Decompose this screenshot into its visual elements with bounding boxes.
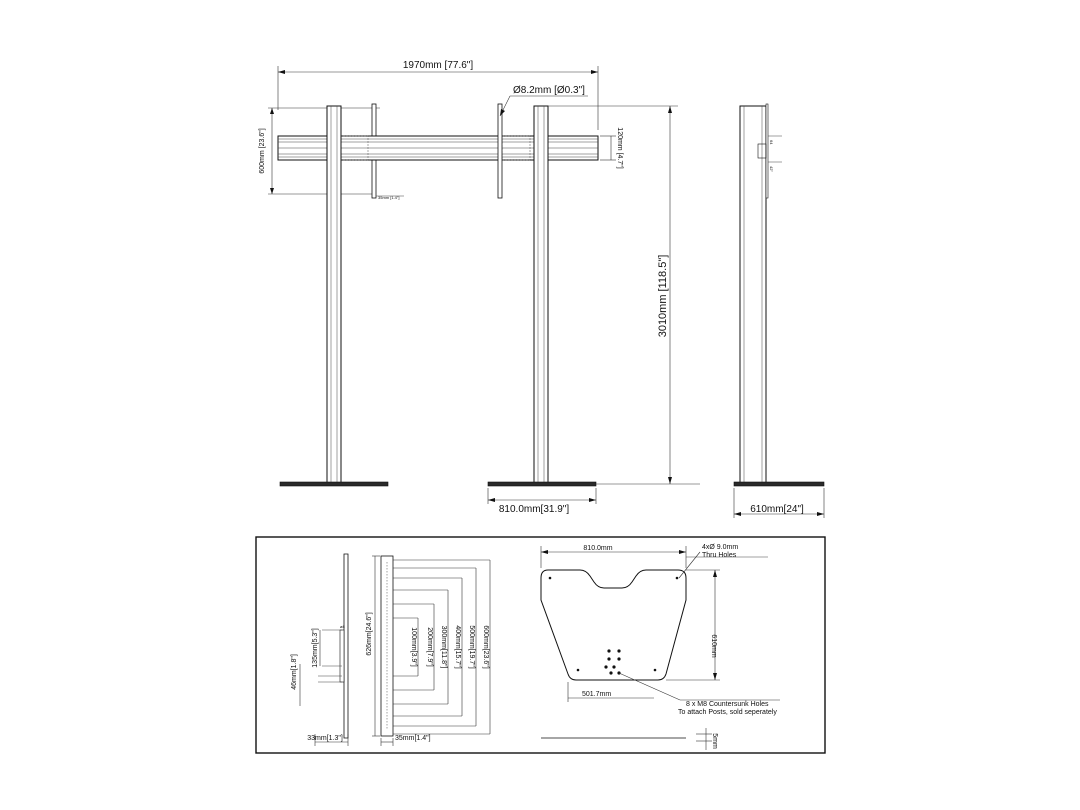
bracket-offset-label: 46mm[1.8"] [291, 654, 298, 690]
rail-width-label: 35mm[1.4"] [395, 735, 431, 742]
rail-length-label: 626mm[24.6"] [366, 612, 373, 656]
thru-holes-label-1: 4xØ 9.0mm [702, 544, 739, 551]
base-plate-outline [541, 570, 686, 680]
bracket-depth-label: 33mm[1.3"] [307, 735, 343, 742]
vesa-300-label: 300mm[11.8"] [440, 625, 447, 669]
thru-hole [577, 669, 580, 672]
side-small-label-a: 64 [769, 140, 774, 145]
side-depth-label: 610mm[24"] [750, 504, 804, 515]
thru-hole [654, 669, 657, 672]
left-post [327, 106, 341, 484]
side-base-plate [734, 482, 824, 486]
width-label: 1970mm [77.6"] [402, 60, 474, 71]
bracket-profile-detail [291, 554, 348, 746]
vesa-200-label: 200mm[7.9"] [426, 627, 433, 667]
front-view [259, 60, 700, 515]
base-width-label: 810.0mm[31.9"] [498, 504, 570, 515]
vesa-400-label: 400mm[15.7"] [454, 625, 461, 669]
thru-holes-label-2: Thru Holes [702, 552, 737, 559]
right-post [534, 106, 548, 484]
base-plate-detail [541, 544, 780, 750]
posts-note: To attach Posts, sold seperately [678, 709, 777, 716]
bracket-width-label: 35mm [1.4"] [378, 195, 400, 200]
right-vesa-rail [498, 104, 502, 198]
thru-hole [676, 577, 679, 580]
beam-height-label: 120mm [4.7"] [616, 127, 623, 169]
vesa-500-label: 500mm[19.7"] [468, 625, 475, 669]
side-view [734, 104, 824, 518]
thru-hole [549, 577, 552, 580]
rail-detail [366, 556, 490, 746]
vesa-100-label: 100mm[3.9"] [410, 627, 417, 667]
side-small-label-b: 42" [769, 166, 774, 172]
vesa-600-label: 600mm[23.6"] [482, 625, 489, 669]
total-height-label: 3010mm [118.5"] [657, 254, 669, 338]
base-offset-label: 501.7mm [582, 691, 612, 698]
left-base-plate [280, 482, 388, 486]
bracket-hole-label: ø8 [340, 624, 345, 629]
hole-label: Ø8.2mm [Ø0.3"] [513, 85, 585, 96]
base-depth-label: 610mm [710, 634, 717, 658]
bracket-height-label: 600mm [23.6"] [259, 128, 266, 174]
countersunk-label: 8 x M8 Countersunk Holes [686, 701, 769, 708]
bracket-spacing-label: 135mm[5.3"] [312, 628, 319, 668]
base-width-detail-label: 810.0mm [583, 545, 613, 552]
base-thickness-label: 5mm [711, 733, 718, 749]
right-base-plate [488, 482, 596, 486]
